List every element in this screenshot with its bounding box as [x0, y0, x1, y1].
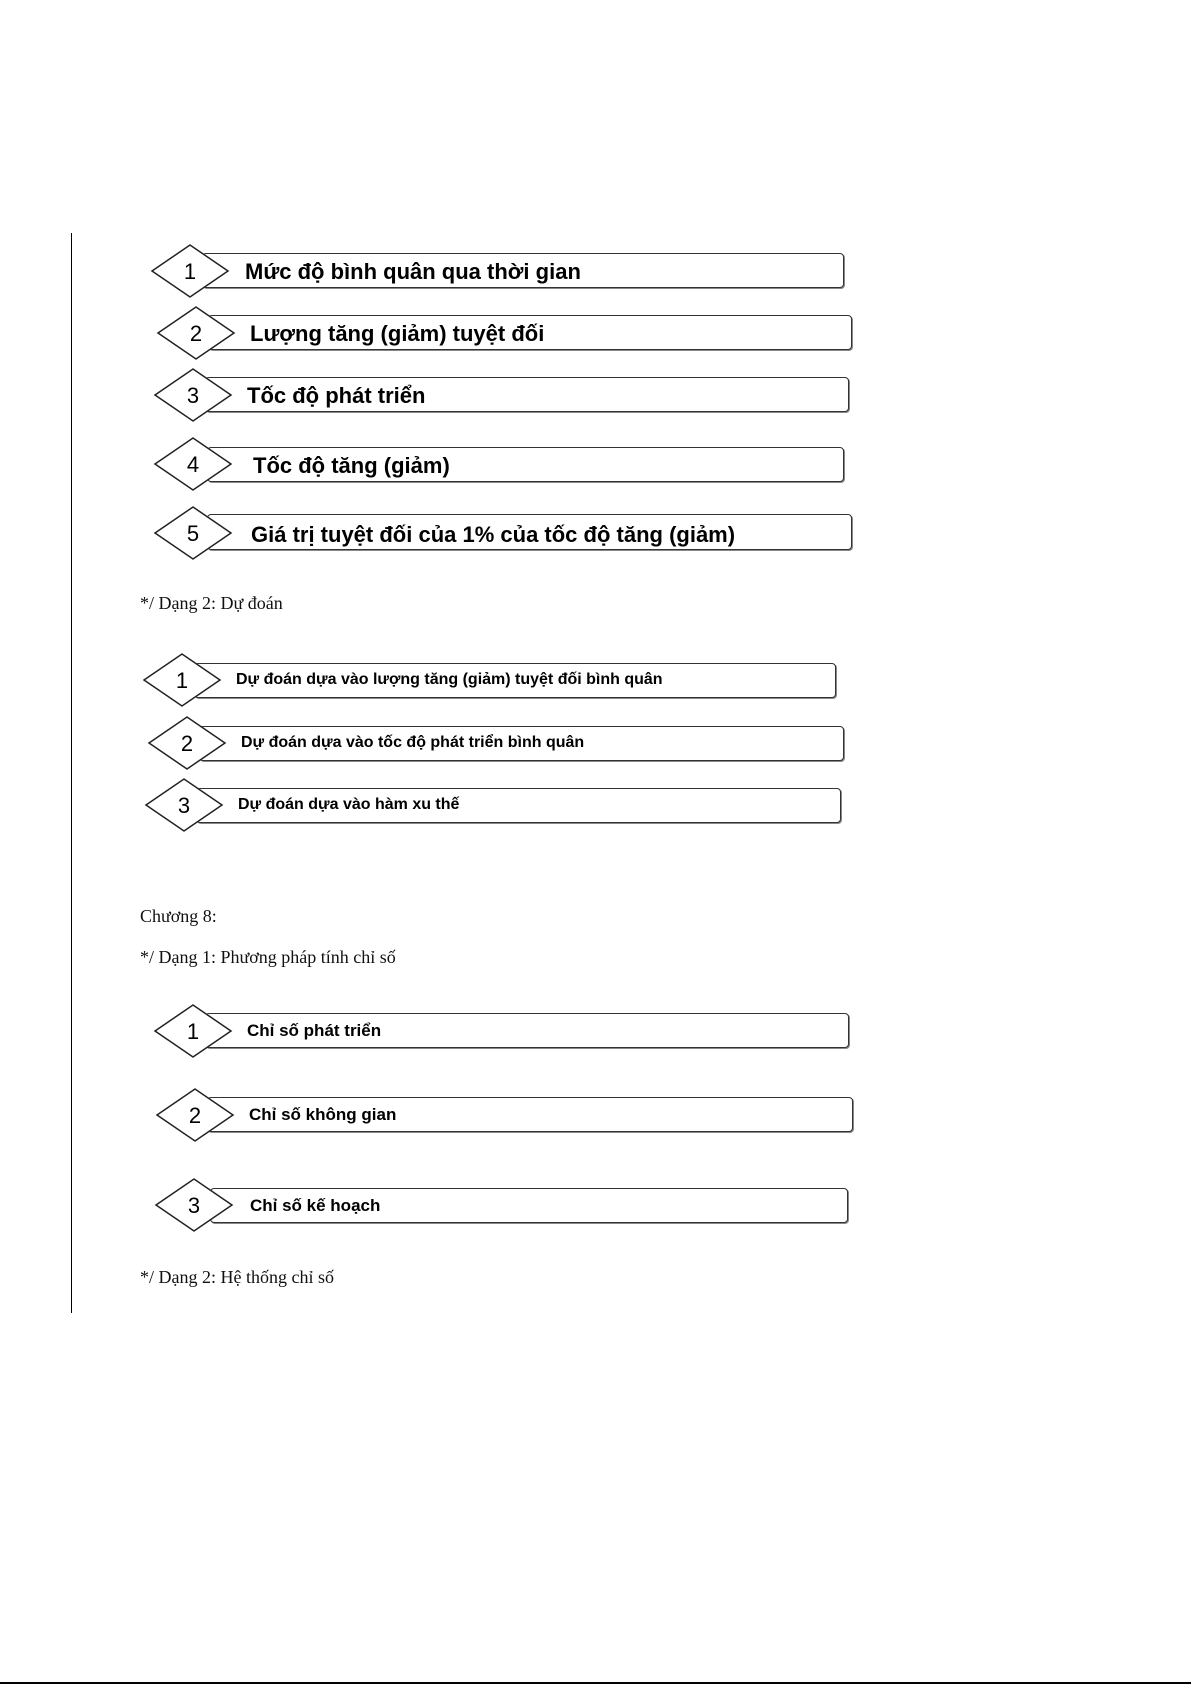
item-label: Dự đoán dựa vào lượng tăng (giảm) tuyệt đối bình quân — [236, 671, 663, 688]
badge-number: 1 — [186, 1019, 200, 1044]
item-label: Chỉ số kế hoạch — [250, 1196, 381, 1215]
item-label: Lượng tăng (giảm) tuyệt đối — [250, 321, 545, 346]
badge-number: 4 — [186, 452, 200, 477]
badge-number: 3 — [186, 383, 200, 408]
list-item — [154, 1177, 854, 1233]
list-item — [147, 715, 847, 771]
list-item — [155, 1087, 855, 1143]
list-item — [153, 505, 863, 561]
badge-number: 5 — [186, 521, 200, 546]
section-heading: */ Dạng 2: Dự đoán — [140, 593, 283, 613]
diamond-badge — [155, 1087, 239, 1143]
section-heading: */ Dạng 2: Hệ thống chỉ số — [140, 1267, 334, 1287]
diamond-badge — [144, 777, 228, 833]
list-item — [153, 1003, 853, 1059]
diamond-badge — [153, 505, 237, 561]
list-item — [144, 777, 844, 833]
item-label: Tốc độ phát triển — [247, 383, 426, 408]
badge-number: 3 — [187, 1193, 201, 1218]
item-label: Tốc độ tăng (giảm) — [253, 453, 450, 478]
badge-number: 2 — [180, 731, 194, 756]
list-item — [153, 367, 853, 423]
list-item — [142, 652, 842, 708]
diamond-badge — [142, 652, 226, 708]
item-label: Dự đoán dựa vào tốc độ phát triển bình quân — [241, 734, 585, 751]
list-item — [153, 436, 853, 492]
item-label: Mức độ bình quân qua thời gian — [245, 259, 581, 284]
badge-number: 2 — [189, 321, 203, 346]
page-bottom-rule — [0, 1682, 1191, 1684]
badge-number: 1 — [175, 668, 189, 693]
diamond-badge — [154, 1177, 238, 1233]
badge-number: 3 — [177, 793, 191, 818]
item-label: Chỉ số không gian — [249, 1105, 397, 1124]
diamond-badge — [150, 243, 234, 299]
list-item — [156, 305, 856, 361]
item-label: Chỉ số phát triển — [247, 1021, 382, 1040]
diamond-badge — [156, 305, 240, 361]
diamond-badge — [153, 367, 237, 423]
chapter-heading: Chương 8: — [140, 906, 217, 926]
section-heading: */ Dạng 1: Phương pháp tính chỉ số — [140, 947, 396, 967]
item-label: Dự đoán dựa vào hàm xu thế — [238, 796, 460, 813]
diamond-badge — [147, 715, 231, 771]
item-label: Giá trị tuyệt đối của 1% của tốc độ tăng (giảm) — [251, 522, 736, 547]
diamond-badge — [153, 1003, 237, 1059]
badge-number: 1 — [183, 259, 197, 284]
diamond-badge — [153, 436, 237, 492]
badge-number: 2 — [188, 1103, 202, 1128]
list-item — [150, 243, 846, 299]
page-margin-line — [71, 233, 72, 1313]
